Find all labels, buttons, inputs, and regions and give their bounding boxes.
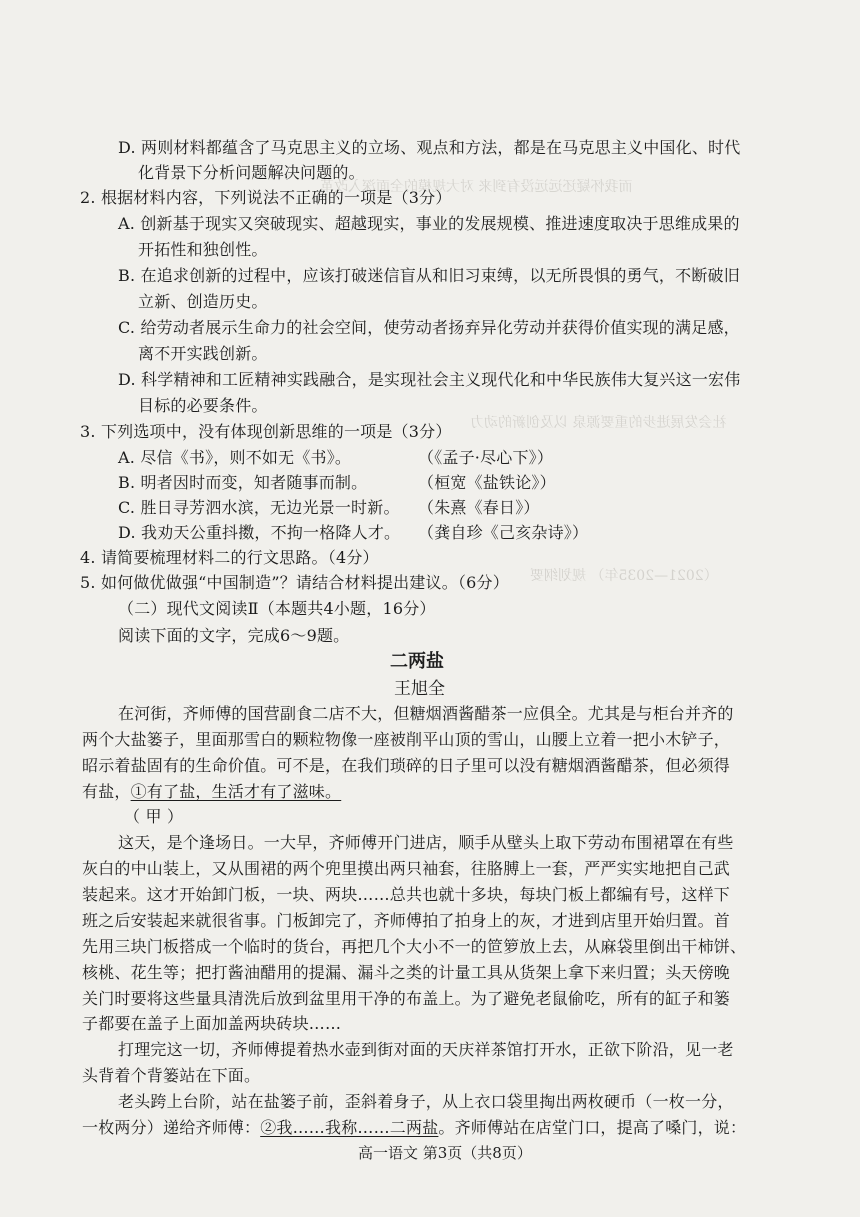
story-p4-line2-text: 一枚两分）递给齐师傅：: [82, 1118, 261, 1137]
q3-stem: 3. 下列选项中，没有体现创新思维的一项是（3分）: [80, 422, 452, 441]
q4-stem: 4. 请简要梳理材料二的行文思路。（4分）: [80, 548, 379, 567]
q1-option-d-line2: 化背景下分析问题解决问题的。: [138, 163, 365, 182]
section-heading: （二）现代文阅读Ⅱ（本题共4小题，16分）: [118, 599, 436, 618]
story-p4-line1: 老头跨上台阶，站在盐篓子前，歪斜着身子，从上衣口袋里掏出两枚硬币（一枚一分，: [118, 1092, 734, 1111]
q3-option-c-source: （朱熹《春日》）: [418, 498, 540, 517]
q3-option-a-source: （《孟子·尽心下》）: [418, 448, 554, 467]
story-p3-line1: 打理完这一切，齐师傅提着热水壶到街对面的天庆祥茶馆打开水，正欲下阶沿，见一老: [118, 1040, 734, 1059]
story-p2-line2: 灰白的中山装上，又从围裙的两个兜里摸出两只袖套，往胳膊上一套，严严实实地把自己武: [82, 859, 731, 878]
story-author: 王旭全: [394, 679, 445, 699]
q3-option-a: A. 尽信《书》，则不如无《书》。: [118, 448, 352, 467]
show-through-text: 而我怀疑还远远没有到来 对大规模的全面深入改革: [320, 179, 633, 195]
story-p2-line3: 装起来。这才开始卸门板，一块、两块……总共也就十多块，每块门板上都编有号，这样下: [82, 885, 731, 904]
q3-option-d-source: （龚自珍《己亥杂诗》）: [418, 523, 589, 542]
q2-stem: 2. 根据材料内容，下列说法不正确的一项是（3分）: [80, 188, 452, 207]
q2-option-b-line1: B. 在追求创新的过程中，应该打破迷信盲从和旧习束缚，以无所畏惧的勇气，不断破旧: [118, 266, 740, 285]
story-p2-line4: 班之后安装起来就很省事。门板卸完了，齐师傅拍了拍身上的灰，才进到店里开始归置。首: [82, 911, 731, 930]
q5-stem: 5. 如何做优做强“中国制造”？请结合材料提出建议。（6分）: [80, 573, 509, 592]
q2-option-d-line2: 目标的必要条件。: [138, 396, 268, 415]
story-p4-line2: [82, 1117, 746, 1139]
q2-option-b-line2: 立新、创造历史。: [138, 292, 268, 311]
q2-option-c-line1: C. 给劳动者展示生命力的社会空间，使劳动者扬弃异化劳动并获得价值实现的满足感，: [118, 318, 740, 337]
underlined-sentence-1: ①有了盐，生活才有了滋味。: [130, 782, 342, 801]
story-p2-line1: 这天，是个逢场日。一大早，齐师傅开门进店，顺手从壁头上取下劳动布围裙罩在有些: [118, 833, 734, 852]
blank-jia: （ 甲 ）: [124, 807, 184, 826]
q3-option-d: D. 我劝天公重抖擞，不拘一格降人才。: [118, 523, 401, 542]
story-p1-line4: [82, 781, 341, 803]
q2-option-c-line2: 离不开实践创新。: [138, 344, 268, 363]
page-footer: 高一语文 第3页（共8页）: [358, 1144, 532, 1162]
underlined-sentence-2: ②我……我称……二两盐: [260, 1118, 439, 1137]
story-p2-line7: 关门时要将这些量具清洗后放到盆里用干净的布盖上。为了避免老鼠偷吃，所有的缸子和篓: [82, 989, 731, 1008]
story-p2-line5: 先用三块门板搭成一个临时的货台，再把几个大小不一的笸箩放上去，从麻袋里倒出干柿饼、: [82, 937, 747, 956]
story-p2-line8: 子都要在盖子上面加盖两块砖块……: [82, 1014, 342, 1033]
story-p1-line2: 两个大盐篓子，里面那雪白的颗粒物像一座被削平山顶的雪山，山腰上立着一把小木铲子，: [82, 730, 731, 749]
story-p1-line4-text: 有盐，: [82, 782, 131, 801]
story-title: 二两盐: [390, 651, 444, 672]
q1-option-d-line1: D. 两则材料都蕴含了马克思主义的立场、观点和方法，都是在马克思主义中国化、时代: [118, 138, 741, 157]
story-p2-line6: 核桃、花生等；把打酱油醋用的提漏、漏斗之类的计量工具从货架上拿下来归置；头天傍晚: [82, 963, 731, 982]
story-p1-line1: 在河街，齐师傅的国营副食二店不大，但糖烟酒酱醋茶一应俱全。尤其是与柜台并齐的: [118, 704, 734, 723]
story-p1-line3: 昭示着盐固有的生命价值。可不是，在我们琐碎的日子里可以没有糖烟酒酱醋茶，但必须得: [82, 756, 731, 775]
story-p3-line2: 头背着个背篓站在下面。: [82, 1066, 261, 1085]
q3-option-b-source: （桓宽《盐铁论》）: [418, 473, 556, 492]
q2-option-a-line1: A. 创新基于现实又突破现实、超越现实，事业的发展规模、推进速度取决于思维成果的: [118, 214, 740, 233]
q2-option-a-line2: 开拓性和独创性。: [138, 240, 268, 259]
q3-option-c: C. 胜日寻芳泗水滨，无边光景一时新。: [118, 498, 400, 517]
show-through-text: （2021—2035年） 规划纲要: [530, 568, 718, 584]
story-p4-line2-tail: 。齐师傅站在店堂门口，提高了嗓门，说：: [438, 1118, 747, 1137]
q3-option-b: B. 明者因时而变，知者随事而制。: [118, 473, 368, 492]
section-instruction: 阅读下面的文字，完成6～9题。: [118, 626, 350, 645]
show-through-text: 社会发展进步的重要源泉 以及创新的动力: [470, 415, 727, 431]
q2-option-d-line1: D. 科学精神和工匠精神实践融合，是实现社会主义现代化和中华民族伟大复兴这一宏伟: [118, 370, 741, 389]
